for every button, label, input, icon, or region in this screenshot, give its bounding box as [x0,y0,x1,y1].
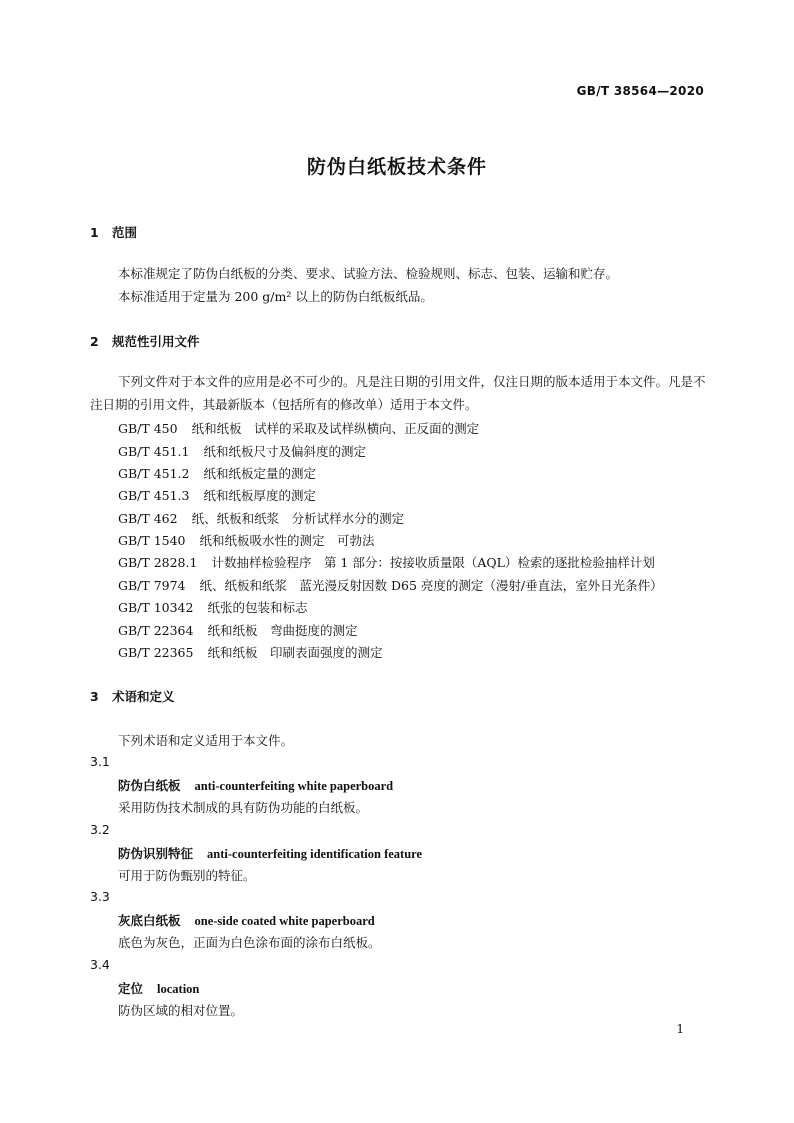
reference-title: 纸、纸板和纸浆 分析试样水分的测定 [191,511,405,526]
reference-title: 纸和纸板 弯曲挺度的测定 [207,623,358,638]
term-en: anti-counterfeiting identification feature [207,847,423,861]
term-number: 3.4 [90,957,110,972]
standard-number: GB/T 38564—2020 [576,84,704,98]
section-title: 规范性引用文件 [112,334,200,349]
term-heading [118,911,375,929]
section-number: 1 [90,225,99,240]
reference-title: 纸张的包装和标志 [207,600,308,615]
section-number: 2 [90,334,99,349]
reference-code: GB/T 10342 [118,600,194,615]
reference-title: 纸和纸板尺寸及偏斜度的测定 [203,444,366,459]
term-number: 3.3 [90,889,110,904]
section-3-heading [90,687,175,705]
reference-code: GB/T 451.2 [118,466,190,481]
reference-code: GB/T 1540 [118,533,186,548]
reference-item [118,509,404,527]
reference-code: GB/T 451.1 [118,444,190,459]
reference-code: GB/T 451.3 [118,488,190,503]
reference-item [118,486,316,504]
section-title: 范围 [112,225,138,240]
reference-item [118,531,375,549]
reference-title: 纸和纸板 试样的采取及试样纵横向、正反面的测定 [191,421,480,436]
reference-item [118,621,357,639]
term-en: anti-counterfeiting white paperboard [194,779,394,793]
reference-item [118,464,316,482]
term-number: 3.2 [90,822,110,837]
section-2-heading [90,332,200,350]
reference-title: 纸和纸板厚度的测定 [203,488,316,503]
normative-intro-paragraph: 下列文件对于本文件的应用是必不可少的。凡是注日期的引用文件，仅注日期的版本适用于本文件。凡是不注日期的引用文件，其最新版本（包括所有的修改单）适用于本文件。 [90,374,706,412]
reference-item [118,598,307,616]
reference-item [118,553,655,571]
terms-intro: 下列术语和定义适用于本文件。 [118,733,294,748]
term-heading [118,979,199,997]
section-title: 术语和定义 [112,689,175,704]
scope-line-2: 本标准适用于定量为 200 g/m² 以上的防伪白纸板纸品。 [118,289,433,304]
reference-code: GB/T 7974 [118,578,186,593]
scope-line-1: 本标准规定了防伪白纸板的分类、要求、试验方法、检验规则、标志、包装、运输和贮存。 [118,266,619,281]
term-definition: 可用于防伪甄别的特征。 [118,868,256,883]
reference-item [118,442,366,460]
term-en: location [157,982,200,996]
term-zh: 灰底白纸板 [118,913,181,928]
reference-title: 纸和纸板 印刷表面强度的测定 [207,645,383,660]
reference-title: 纸、纸板和纸浆 蓝光漫反射因数 D65 亮度的测定（漫射/垂直法，室外日光条件） [199,578,663,593]
reference-title: 纸和纸板吸水性的测定 可勃法 [199,533,375,548]
term-definition: 防伪区域的相对位置。 [118,1003,244,1018]
term-definition: 采用防伪技术制成的具有防伪功能的白纸板。 [118,800,369,815]
reference-code: GB/T 450 [118,421,178,436]
section-1-heading [90,223,137,241]
section-number: 3 [90,689,99,704]
reference-item [118,576,663,594]
reference-item [118,643,382,661]
term-zh: 防伪识别特征 [118,846,194,861]
reference-title: 纸和纸板定量的测定 [203,466,316,481]
term-zh: 定位 [118,981,144,996]
reference-code: GB/T 22364 [118,623,194,638]
term-heading [118,844,422,862]
term-number: 3.1 [90,754,110,769]
term-definition: 底色为灰色，正面为白色涂布面的涂布白纸板。 [118,935,381,950]
term-heading [118,776,393,794]
reference-item [118,419,479,437]
document-title: 防伪白纸板技术条件 [306,156,487,178]
reference-code: GB/T 22365 [118,645,194,660]
reference-code: GB/T 462 [118,511,178,526]
term-zh: 防伪白纸板 [118,778,181,793]
reference-title: 计数抽样检验程序 第 1 部分：按接收质量限（AQL）检索的逐批检验抽样计划 [211,555,655,570]
term-en: one-side coated white paperboard [194,914,375,928]
page-number: 1 [676,1022,684,1036]
reference-code: GB/T 2828.1 [118,555,198,570]
